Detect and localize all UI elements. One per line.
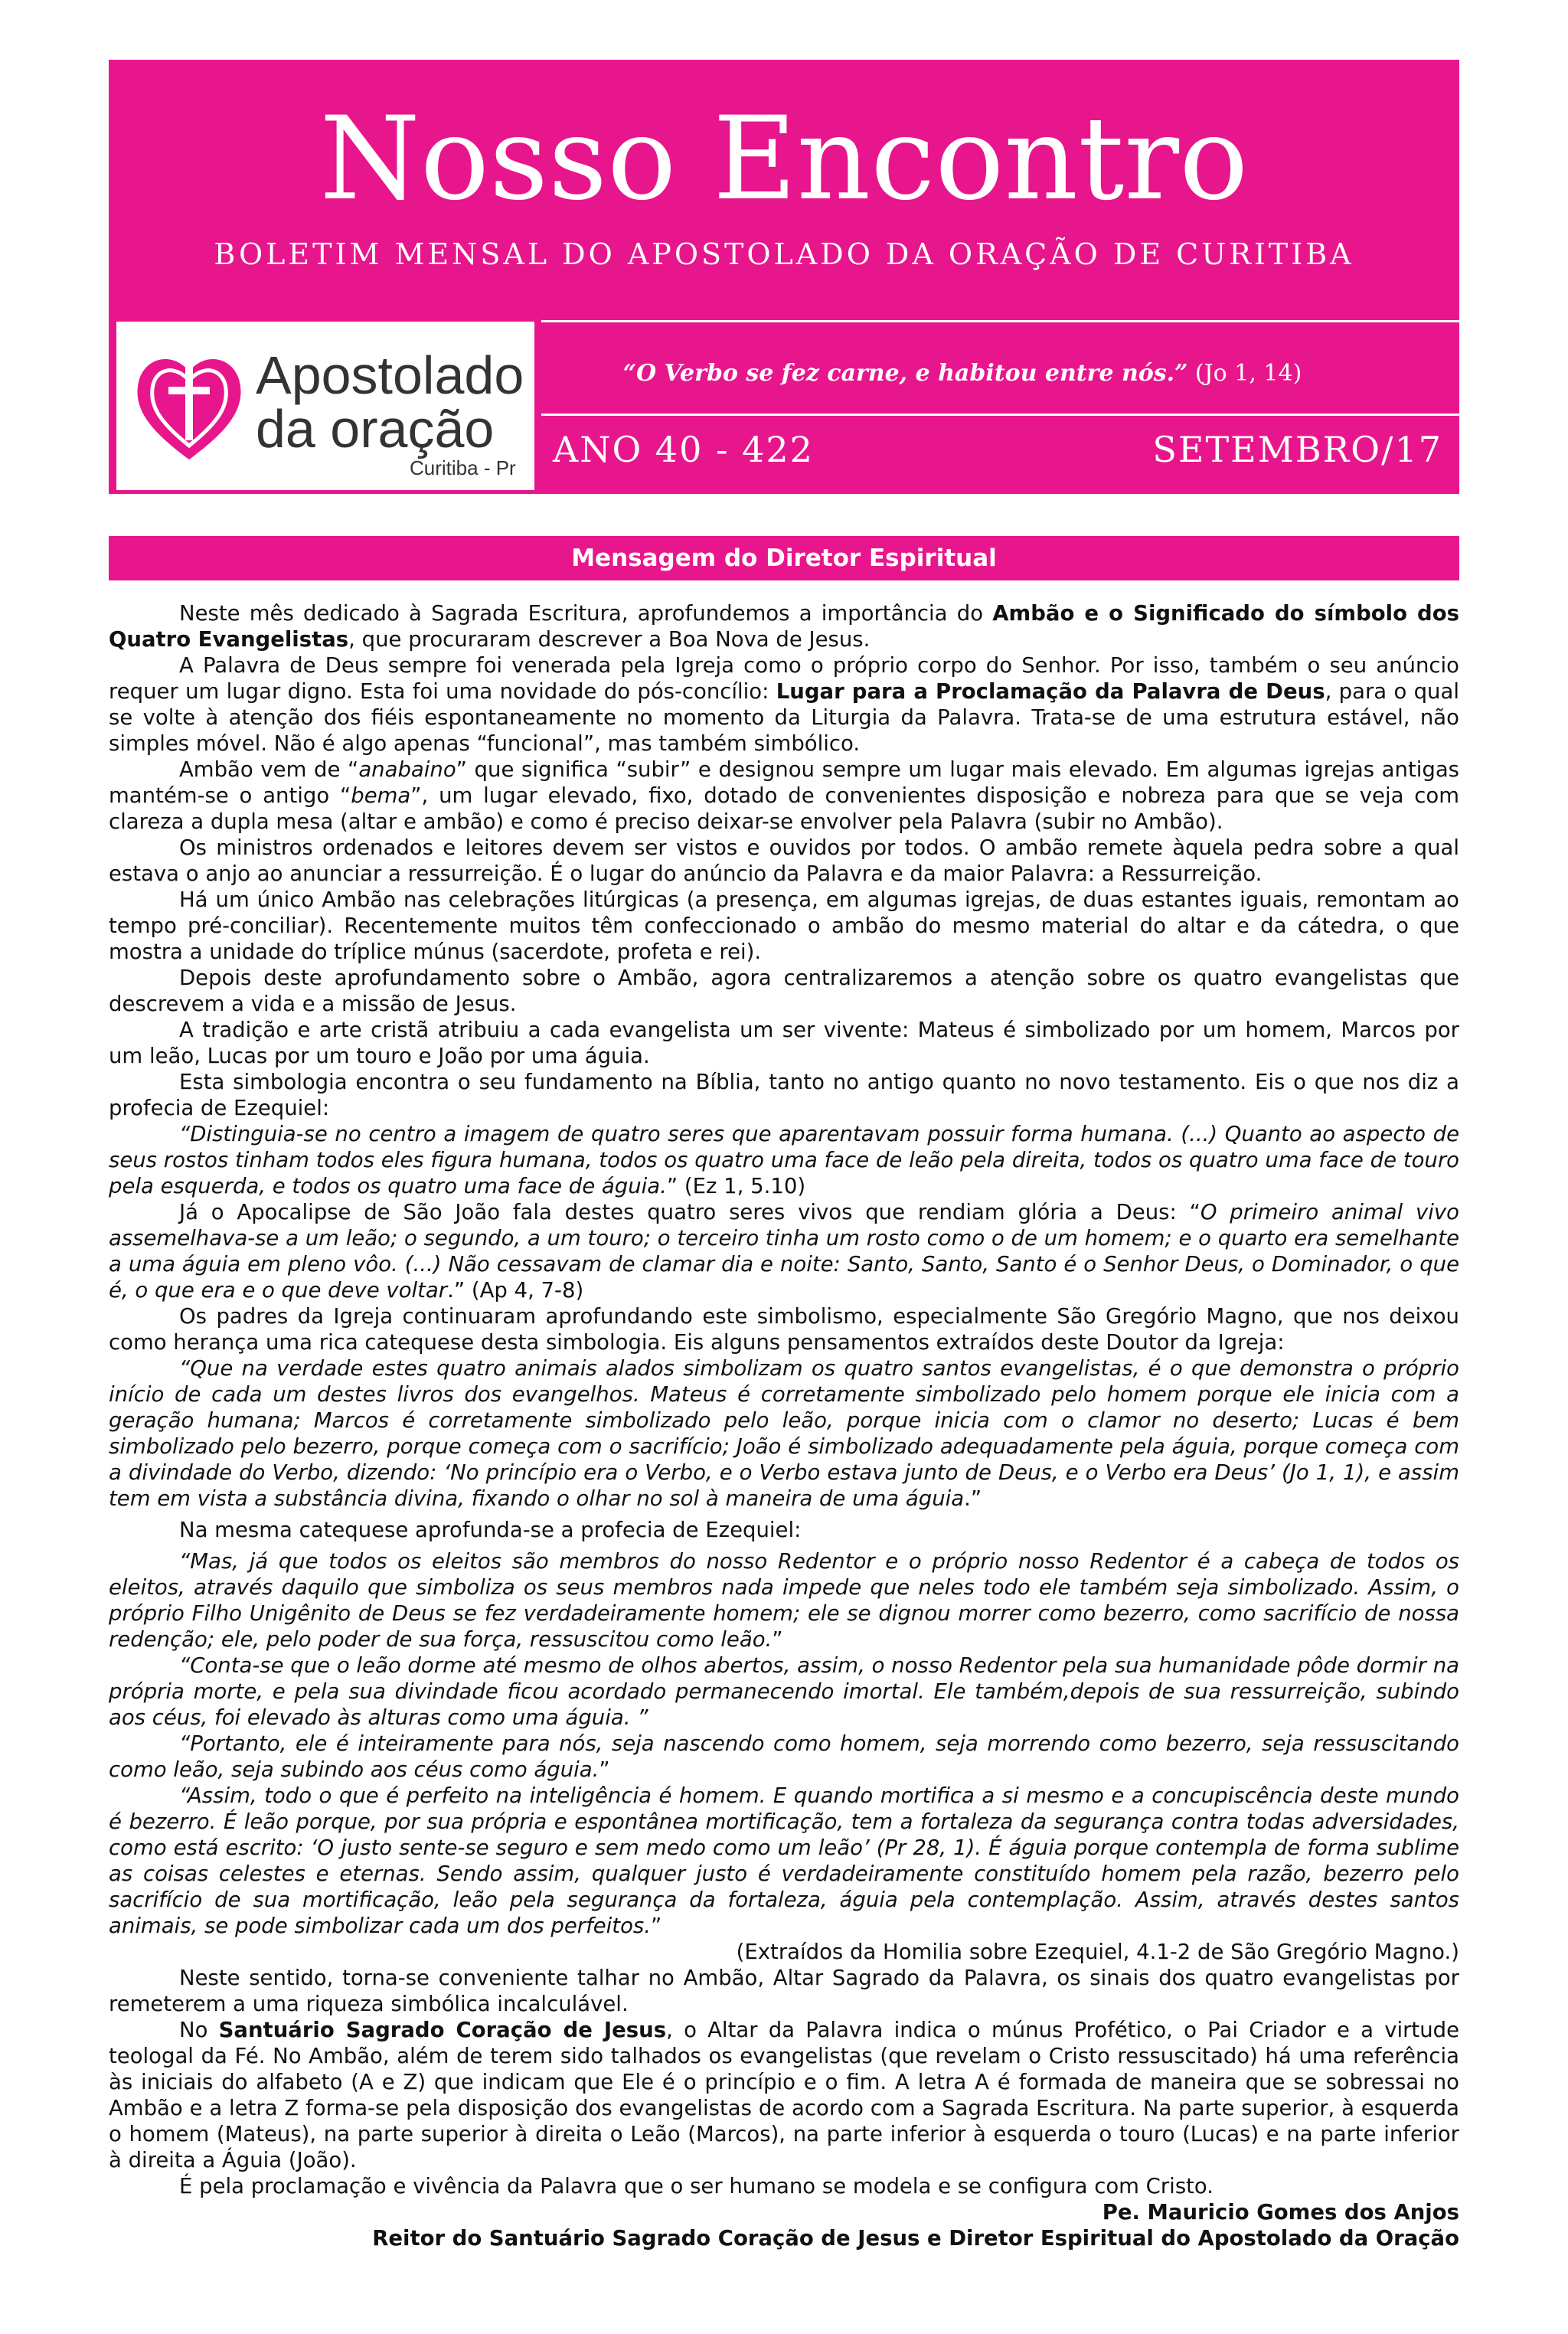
article-paragraph [109, 1548, 1459, 1652]
text-run: Neste sentido, torna-se conveniente talhar no Ambão, Altar Sagrado da Palavra, os sinais dos quatro evangelistas por remeterem a uma riqueza simbólica incalculável. [109, 1966, 1459, 2016]
newsletter-title: Nosso Encontro [319, 93, 1249, 226]
article-paragraph [109, 1069, 1459, 1121]
text-run: ” que significa “subir” e designou sempre um lugar mais elevado. Em algumas igrejas antigas mantém-se o antigo “ [109, 757, 1460, 808]
text-run: ”, um lugar elevado, fixo, dotado de convenientes disposição e nobreza para que se veja com clareza a dupla mesa (altar e ambão) e como é preciso deixar-se envolver pela Palavra (subir no Ambão). [109, 783, 1459, 834]
article-paragraph [109, 965, 1459, 1017]
italic-text: “Portanto, ele é inteiramente para nós, seja nascendo como homem, seja morrendo como bezerro, seja ressuscitando como leão, seja subindo aos céus como águia. [109, 1731, 1459, 1782]
text-run: ” [772, 1627, 783, 1652]
italic-text: bema [351, 783, 411, 808]
closing-paragraphs [109, 1965, 1459, 2199]
edition-number: ANO 40 - 422 [553, 429, 814, 470]
article-paragraph [109, 887, 1459, 965]
article-paragraph [109, 1652, 1459, 1731]
article-paragraph [109, 835, 1459, 887]
text-run: , o Altar da Palavra indica o múnus Profético, o Pai Criador e a virtude teologal da Fé. No Ambão, além de terem sido talhados os evangelistas (que revelam o Cristo ressuscitado) há uma referência às iniciais do alfabeto (A e Z) que indicam que Ele é o princípio e o fim. A letra A é formada de maneira que se sobressai no Ambão e a letra Z forma-se pela disposição dos evangelistas de acordo com a Sagrada Escritura. Na parte superior, à esquerda o homem (Mateus), na parte superior à direita o Leão (Marcos), na parte inferior à esquerda o touro (Lucas) e na parte inferior à direita a Águia (João). [109, 2018, 1460, 2172]
masthead [109, 60, 1459, 314]
text-run: Na mesma catequese aprofunda-se a profecia de Ezequiel: [179, 1518, 802, 1542]
article-paragraph [109, 1303, 1459, 1355]
epigraph [541, 322, 1459, 414]
article-paragraph [109, 652, 1459, 757]
logo-text-line2: da oração [256, 399, 495, 459]
text-run: .” (Ap 4, 7-8) [447, 1278, 584, 1303]
text-run: ” (Ez 1, 5.10) [666, 1174, 806, 1198]
article-paragraph [109, 2017, 1459, 2173]
bold-text: Santuário Sagrado Coração de Jesus [218, 2018, 667, 2042]
signature-role: Reitor do Santuário Sagrado Coração de Jesus e Diretor Espiritual do Apostolado da Oração [372, 2226, 1459, 2251]
italic-text: “Mas, já que todos os eleitos são membros do nosso Redentor e o próprio nosso Redentor é a cabeça de todos os eleitos, através daquilo que simboliza os seus membros nada impede que neles todo ele também seja simbolizado. Assim, o próprio Filho Unigênito de Deus se fez verdadeiramente homem; ele se dignou morrer como bezerro, como sacrifício de nossa redenção; ele, pelo poder de sua força, ressuscitou como leão. [109, 1549, 1459, 1652]
article-paragraph [109, 1121, 1459, 1199]
paragraph-spacer [109, 1512, 1459, 1517]
section-header [109, 536, 1459, 580]
text-run: , que procuraram descrever a Boa Nova de Jesus. [348, 627, 871, 652]
epigraph-text [541, 360, 1383, 387]
text-run: Os padres da Igreja continuaram aprofundando este simbolismo, especialmente São Gregório Magno, que nos deixou como herança uma rica catequese desta simbologia. Eis alguns pensamentos extraídos deste Doutor da Igreja: [109, 1304, 1459, 1355]
article-paragraph [109, 1017, 1459, 1069]
text-run: A Palavra de Deus sempre foi venerada pela Igreja como o próprio corpo do Senhor. Por isso, também o seu anúncio requer um lugar digno. Esta foi uma novidade do pós-concílio: [109, 653, 1459, 704]
text-run: Esta simbologia encontra o seu fundamento na Bíblia, tanto no antigo quanto no novo testamento. Eis o que nos diz a profecia de Ezequiel: [109, 1070, 1459, 1120]
text-run: Ambão vem de “ [179, 757, 359, 782]
article-paragraphs [109, 600, 1459, 1939]
article-paragraph [109, 757, 1459, 835]
italic-text: “Distinguia-se no centro a imagem de quatro seres que aparentavam possuir forma humana. (...) Quanto ao aspecto de seus rostos tinham todos eles figura humana, todos os quatro uma face de leão pela direita, todos os quatro uma face de touro pela esquerda, e todos os quatro uma face de águia. [109, 1122, 1459, 1198]
text-run: A tradição e arte cristã atribuiu a cada evangelista um ser vivente: Mateus é simbolizado por um homem, Marcos por um leão, Lucas por um touro e João por uma águia. [109, 1018, 1459, 1068]
logo [116, 322, 534, 490]
italic-text: “Conta-se que o leão dorme até mesmo de olhos abertos, assim, o nosso Redentor pela sua humanidade pôde dormir na própria morte, e pela sua divindade ficou acordado permanecendo imortal. Ele também,depois de sua ressurreição, subindo aos céus, foi elevado às alturas como uma águia. ” [109, 1653, 1459, 1730]
text-run: .” [964, 1486, 982, 1511]
italic-text: anabaino [358, 757, 456, 782]
text-run: ” [650, 1914, 662, 1938]
logo-text-line1: Apostolado [256, 345, 524, 405]
text-run: Já o Apocalipse de São João fala destes quatro seres vivos que rendiam glória a Deus: “ [179, 1200, 1200, 1224]
text-run: , para o qual se volte à atenção dos fiéis espontaneamente no momento da Liturgia da Palavra. Trata-se de uma estrutura estável, não simples móvel. Não é algo apenas “funcional”, mas também simbólico. [109, 679, 1459, 756]
heart-cross-icon [132, 345, 247, 467]
article-paragraph [109, 1517, 1459, 1543]
bold-text: Ambão e o Significado do símbolo dos Quatro Evangelistas [109, 601, 1459, 652]
signature-name: Pe. Mauricio Gomes dos Anjos [1102, 2200, 1459, 2224]
newsletter-subtitle: BOLETIM MENSAL DO APOSTOLADO DA ORAÇÃO DE CURITIBA [214, 237, 1354, 271]
text-run: No [179, 2018, 219, 2042]
text-run: Neste mês dedicado à Sagrada Escritura, aprofundemos a importância do [179, 601, 993, 626]
article-paragraph [109, 2173, 1459, 2199]
article-paragraph [109, 1355, 1459, 1512]
header-band [109, 314, 1459, 494]
logo-location: Curitiba - Pr [410, 456, 516, 479]
paragraph-spacer [109, 1543, 1459, 1548]
article-paragraph [109, 1199, 1459, 1303]
text-run: É pela proclamação e vivência da Palavra que o ser humano se modela e se configura com Cristo. [179, 2174, 1214, 2198]
article-paragraph [109, 1731, 1459, 1783]
italic-text: “Que na verdade estes quatro animais alados simbolizam os quatro santos evangelistas, é o que demonstra o próprio início de cada um destes livros dos evangelhos. Mateus é corretamente simbolizado pelo homem porque ele inicia com a geração humana; Marcos é corretamente simbolizado pelo leão, porque inicia com o clamor no deserto; Lucas é bem simbolizado pelo bezerro, porque começa com o sacrifício; João é simbolizado adequadamente pela águia, porque começa com a divindade do Verbo, dizendo: ‘No princípio era o Verbo, e o Verbo estava junto de Deus, e o Verbo era Deus’ (Jo 1, 1), e assim tem em vista a substância divina, fixando o olhar no sol à maneira de uma águia [109, 1356, 1459, 1511]
text-run: Depois deste aprofundamento sobre o Ambão, agora centralizaremos a atenção sobre os quatro evangelistas que descrevem a vida e a missão de Jesus. [109, 966, 1459, 1016]
divider [541, 414, 1459, 416]
article-paragraph [109, 1783, 1459, 1939]
text-run: Os ministros ordenados e leitores devem ser vistos e ouvidos por todos. O ambão remete àquela pedra sobre a qual estava o anjo ao anunciar a ressurreição. É o lugar do anúncio da Palavra e da maior Palavra: a Ressurreição. [109, 835, 1459, 886]
text-run: Há um único Ambão nas celebrações litúrgicas (a presença, em algumas igrejas, de duas estantes iguais, remontam ao tempo pré-conciliar). Recentemente muitos têm confeccionado o ambão do mesmo material do altar e da cátedra, o que mostra a unidade do tríplice múnus (sacerdote, profeta e rei). [109, 888, 1459, 964]
article-paragraph [109, 1965, 1459, 2017]
article-body [109, 600, 1459, 2251]
bold-text: Lugar para a Proclamação da Palavra de Deus [776, 679, 1325, 704]
quote-attribution: (Extraídos da Homilia sobre Ezequiel, 4.1-2 de São Gregório Magno.) [736, 1940, 1459, 1964]
italic-text: O primeiro animal vivo assemelhava-se a um leão; o segundo, a um touro; o terceiro tinha um rosto como o de um homem; e o quarto era semelhante a uma águia em pleno vôo. (...) Não cessavam de clamar dia e noite: Santo, Santo, Santo é o Senhor Deus, o Dominador, o que é, o que era e o que deve voltar [109, 1200, 1460, 1303]
italic-text: “Assim, todo o que é perfeito na inteligência é homem. E quando mortifica a si mesmo e a concupiscência deste mundo é bezerro. É leão porque, por sua própria e espontânea mortificação, tem a fortaleza da segurança contra todas adversidades, como está escrito: ‘O justo sente-se seguro e sem medo como um leão’ (Pr 28, 1). É águia porque contempla de forma sublime as coisas celestes e eternas. Sendo assim, qualquer justo é verdadeiramente constituído homem pela razão, bezerro pelo sacrifício de sua mortificação, leão pela segurança da fortaleza, águia pela contemplação. Assim, através destes santos animais, se pode simbolizar cada um dos perfeitos. [109, 1783, 1459, 1938]
epigraph-reference: (Jo 1, 14) [1194, 360, 1302, 387]
text-run: ” [599, 1757, 610, 1782]
article-paragraph [109, 600, 1459, 652]
section-title: Mensagem do Diretor Espiritual [571, 544, 997, 572]
epigraph-quote: “O Verbo se fez carne, e habitou entre nós.” [622, 360, 1188, 387]
issue-date: SETEMBRO/17 [1152, 429, 1442, 470]
